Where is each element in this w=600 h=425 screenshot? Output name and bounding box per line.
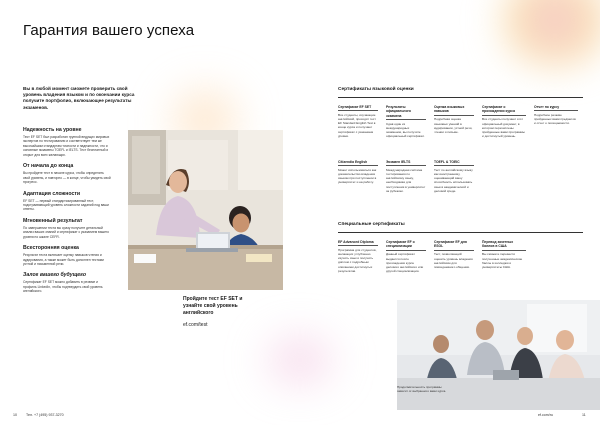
- intro-text: Вы в любой момент сможете проверить свой уровень владения языком и по окончании курса получите портфолио, включающее результаты экзаменов.: [23, 86, 135, 110]
- special-cert-card: [434, 240, 474, 269]
- card-title: Отчет по курсу: [534, 105, 578, 111]
- card-title: Сертификат о прохождении курса: [482, 105, 526, 116]
- lang-cert-card: [434, 105, 474, 134]
- section-text: EF SET — первый стандартизированный тест, подстраивающий уровень сложности заданий под ваши ответы.: [23, 198, 109, 212]
- section-start-to-end: [23, 163, 111, 184]
- cta-block: [183, 296, 263, 328]
- section-text: Вы пройдете тест в начале курса, чтобы определить свой уровень, и повторно — в конце, чтобы увидеть свой прогресс.: [23, 171, 111, 185]
- photo-caption: Продолжительность программы зависит от выбранного вами курса.: [397, 385, 447, 394]
- cta-link[interactable]: ef.com/test: [183, 322, 208, 329]
- special-certs-heading: Специальные сертификаты: [338, 222, 405, 227]
- section-heading: Мгновенный результат: [23, 217, 83, 224]
- decorative-glow: [240, 330, 360, 390]
- section-heading: Адаптация сложности: [23, 190, 81, 197]
- section-heading: От начала до конца: [23, 163, 74, 170]
- section-reliability: [23, 127, 111, 157]
- card-title: Результаты официального экзамена: [386, 105, 426, 120]
- section-comprehensive: [23, 245, 111, 266]
- decorative-glow: [490, 0, 600, 65]
- section-heading: Всесторонняя оценка: [23, 245, 79, 252]
- card-text: Вы сможете перевести полученные академические баллы в колледжи и университеты США.: [482, 252, 523, 269]
- cta-title: Пройдите тест EF SET и узнайте свой уровень английского: [183, 296, 243, 316]
- section-adaptive: [23, 191, 111, 212]
- card-title: Citizendia English: [338, 160, 378, 166]
- card-text: Подробное резюме пройденных вами предметов и отчет о посещаемости.: [534, 112, 576, 126]
- special-cert-card: [338, 240, 378, 273]
- card-title: Оценка языковых навыков: [434, 105, 474, 116]
- footer-right-page: 11: [582, 413, 586, 417]
- section-heading: Залог вашего будущего: [23, 272, 86, 279]
- card-text: Данный сертификат выдается после прохождения курса делового английского или другой специализации.: [386, 252, 424, 274]
- section-future: [23, 272, 111, 293]
- divider: [338, 97, 583, 98]
- card-title: Сертификат EF для ESOL: [434, 240, 474, 251]
- lang-cert-card: [482, 105, 526, 138]
- special-cert-card: [386, 240, 426, 273]
- divider: [338, 232, 583, 233]
- card-title: Экзамен IELTS: [386, 160, 426, 166]
- card-title: TOEFL & TOEIC: [434, 160, 474, 166]
- lang-cert-card: [534, 105, 578, 125]
- card-text: Сдав один из международных экзаменов, вы получите официальный сертификат.: [386, 121, 425, 139]
- footer-left-page: 10: [13, 413, 17, 417]
- footer-phone: Тел. +7 (495) 937-3270: [26, 413, 64, 417]
- lang-cert-card: [338, 160, 378, 185]
- lang-cert-card: [434, 160, 474, 193]
- lang-cert-card: [386, 160, 426, 193]
- students-photo: [128, 130, 283, 290]
- section-text: Сертификат EF SET можно добавить в резюме и профиль LinkedIn, чтобы подтвердить свой уровень английского.: [23, 280, 103, 294]
- card-title: Сертификат EF SET: [338, 105, 378, 111]
- section-text: Тест EF SET был разработан группой ведущих мировых экспертов по тестированию и соответствует тем же высочайшим стандартам точности и надежности, что и основные экзамены TOEFL и IELTS. Тест бесплатный и открыт для всех желающих.: [23, 135, 110, 157]
- section-instant: [23, 218, 111, 239]
- lang-cert-card: [386, 105, 426, 138]
- meeting-photo: [397, 300, 600, 410]
- card-text: Подробная оценка языковых умений в аудировании, устной речи, чтении и письме.: [434, 117, 473, 134]
- meeting-illustration: [397, 300, 600, 410]
- page-title: Гарантия вашего успеха: [23, 22, 195, 39]
- card-text: Все студенты, изучающие английский, проходят тест EF Standard English Test в конце курса и получают сертификат с указанием уровня.: [338, 112, 376, 138]
- card-title: EF Advanced Diploma: [338, 240, 378, 246]
- section-heading: Надежность на уровне: [23, 127, 82, 133]
- section-text: Результат теста включает оценку навыков чтения и аудирования, а также может быть дополнен тестами устной и письменной речи.: [23, 253, 104, 266]
- card-text: Может использоваться как доказательство владения языком при поступлении в университет и на работу.: [338, 167, 377, 185]
- lang-certs-heading: Сертификаты языковой оценки: [338, 87, 414, 92]
- card-title: Перевод зачетных баллов в США: [482, 240, 526, 251]
- card-text: Международная система тестирования по английскому языку, необходимая для поступления в университет за рубежом.: [386, 167, 426, 193]
- lang-cert-card: [338, 105, 378, 138]
- card-text: Программа для студентов, желающих углубленно изучить язык и получить диплом с подробным описанием достигнутых результатов.: [338, 247, 377, 273]
- special-cert-card: [482, 240, 526, 269]
- card-text: Все студенты получают этот официальный документ, в котором перечислены пройденные вами программы и достигнутый уровень.: [482, 117, 525, 139]
- card-text: Тест по английскому языку как иностранному, оценивающий вашу способность использовать язык в академической и деловой среде.: [434, 167, 473, 193]
- left-column: [23, 127, 111, 300]
- card-text: Тест, позволяющий оценить уровень владения английским для повседневного общения.: [434, 252, 473, 269]
- section-text: По завершении теста вы сразу получите детальный анализ ваших знаний и сертификат с указанием вашего уровня по шкале CEFR.: [23, 225, 110, 239]
- card-title: Сертификат EF о специализации: [386, 240, 426, 251]
- footer-site: ef.com/ru: [538, 413, 553, 417]
- students-illustration: [128, 130, 283, 290]
